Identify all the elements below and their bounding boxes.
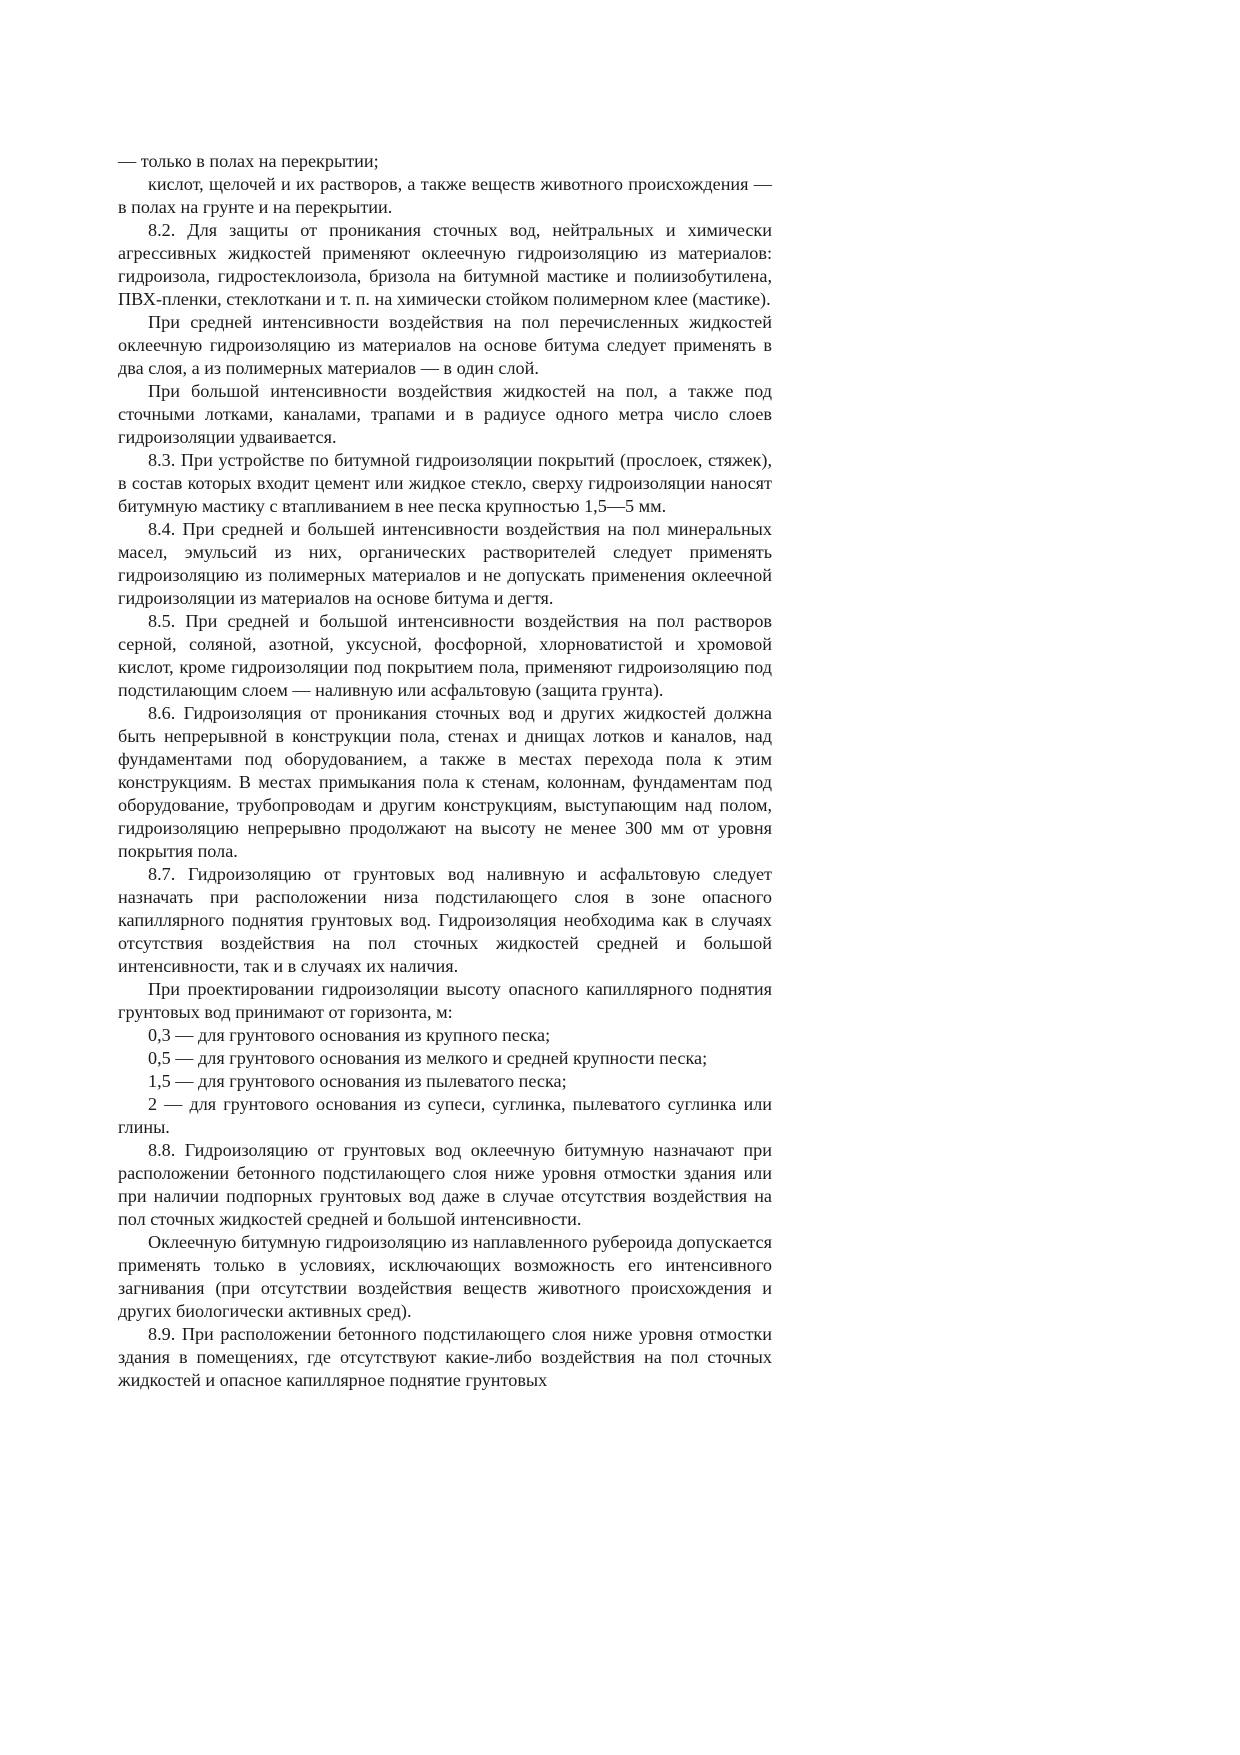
list-item: 0,5 — для грунтового основания из мелкого и средней крупности песка; xyxy=(148,1048,708,1068)
paragraph: При средней интенсивности воздействия на пол перечисленных жидкостей оклеечную гидроизоляцию из материалов на основе битума следует применять в два слоя, а из полимерных материалов — в один слой. xyxy=(118,312,772,378)
paragraph: — только в полах на перекрытии; xyxy=(118,151,379,171)
list-item: 2 — для грунтового основания из супеси, суглинка, пылеватого суглинка или глины. xyxy=(118,1094,772,1137)
paragraph-8-3: 8.3. При устройстве по битумной гидроизоляции покрытий (прослоек, стяжек), в состав которых входит цемент или жидкое стекло, сверху гидроизоляции наносят битумную мастику с втапливанием в нее песка крупностью 1,5—5 мм. xyxy=(118,450,772,516)
paragraph: Оклеечную битумную гидроизоляцию из наплавленного рубероида допускается применять только в условиях, исключающих возможность его интенсивного загнивания (при отсутствии воздействия веществ животного происхождения и других биологически активных сред). xyxy=(118,1232,772,1321)
list-item: 1,5 — для грунтового основания из пылеватого песка; xyxy=(148,1071,567,1091)
paragraph-8-9: 8.9. При расположении бетонного подстилающего слоя ниже уровня отмостки здания в помещениях, где отсутствуют какие-либо воздействия на пол сточных жидкостей и опасное капиллярное поднятие грунтовых xyxy=(118,1324,772,1390)
paragraph-8-4: 8.4. При средней и большей интенсивности воздействия на пол минеральных масел, эмульсий из них, органических растворителей следует применять гидроизоляцию из полимерных материалов и не допускать применения оклеечной гидроизоляции из материалов на основе битума и дегтя. xyxy=(118,519,772,608)
paragraph-8-6: 8.6. Гидроизоляция от проникания сточных вод и других жидкостей должна быть непрерывной в конструкции пола, стенах и днищах лотков и каналов, над фундаментами под оборудованием, а также в местах перехода пола к этим конструкциям. В местах примыкания пола к стенам, колоннам, фундаментам под оборудование, трубопроводам и другим конструкциям, выступающим над полом, гидроизоляцию непрерывно продолжают на высоту не менее 300 мм от уровня покрытия пола. xyxy=(118,703,772,861)
paragraph: При проектировании гидроизоляции высоту опасного капиллярного поднятия грунтовых вод принимают от горизонта, м: xyxy=(118,979,772,1022)
paragraph-8-2: 8.2. Для защиты от проникания сточных вод, нейтральных и химически агрессивных жидкостей применяют оклеечную гидроизоляцию из материалов: гидроизола, гидростеклоизола, бризола на битумной мастике и полиизобутилена, ПВХ-пленки, стеклоткани и т. п. на химически стойком полимерном клее (мастике). xyxy=(118,220,772,309)
paragraph-8-8: 8.8. Гидроизоляцию от грунтовых вод оклеечную битумную назначают при расположении бетонного подстилающего слоя ниже уровня отмостки здания или при наличии подпорных грунтовых вод даже в случае отсутствия воздействия на пол сточных жидкостей средней и большой интенсивности. xyxy=(118,1140,772,1229)
paragraph-8-7: 8.7. Гидроизоляцию от грунтовых вод наливную и асфальтовую следует назначать при расположении низа подстилающего слоя в зоне опасного капиллярного поднятия грунтовых вод. Гидроизоляция необходима как в случаях отсутствия воздействия на пол сточных жидкостей средней и большой интенсивности, так и в случаях их наличия. xyxy=(118,864,772,976)
paragraph: кислот, щелочей и их растворов, а также веществ животного происхождения — в полах на грунте и на перекрытии. xyxy=(118,174,772,217)
paragraph-8-5: 8.5. При средней и большой интенсивности воздействия на пол растворов серной, соляной, азотной, уксусной, фосфорной, хлорноватистой и хромовой кислот, кроме гидроизоляции под покрытием пола, применяют гидроизоляцию под подстилающим слоем — наливную или асфальтовую (защита грунта). xyxy=(118,611,772,700)
paragraph: При большой интенсивности воздействия жидкостей на пол, а также под сточными лотками, каналами, трапами и в радиусе одного метра число слоев гидроизоляции удваивается. xyxy=(118,381,772,447)
list-item: 0,3 — для грунтового основания из крупного песка; xyxy=(148,1025,551,1045)
document-body xyxy=(118,150,772,1392)
